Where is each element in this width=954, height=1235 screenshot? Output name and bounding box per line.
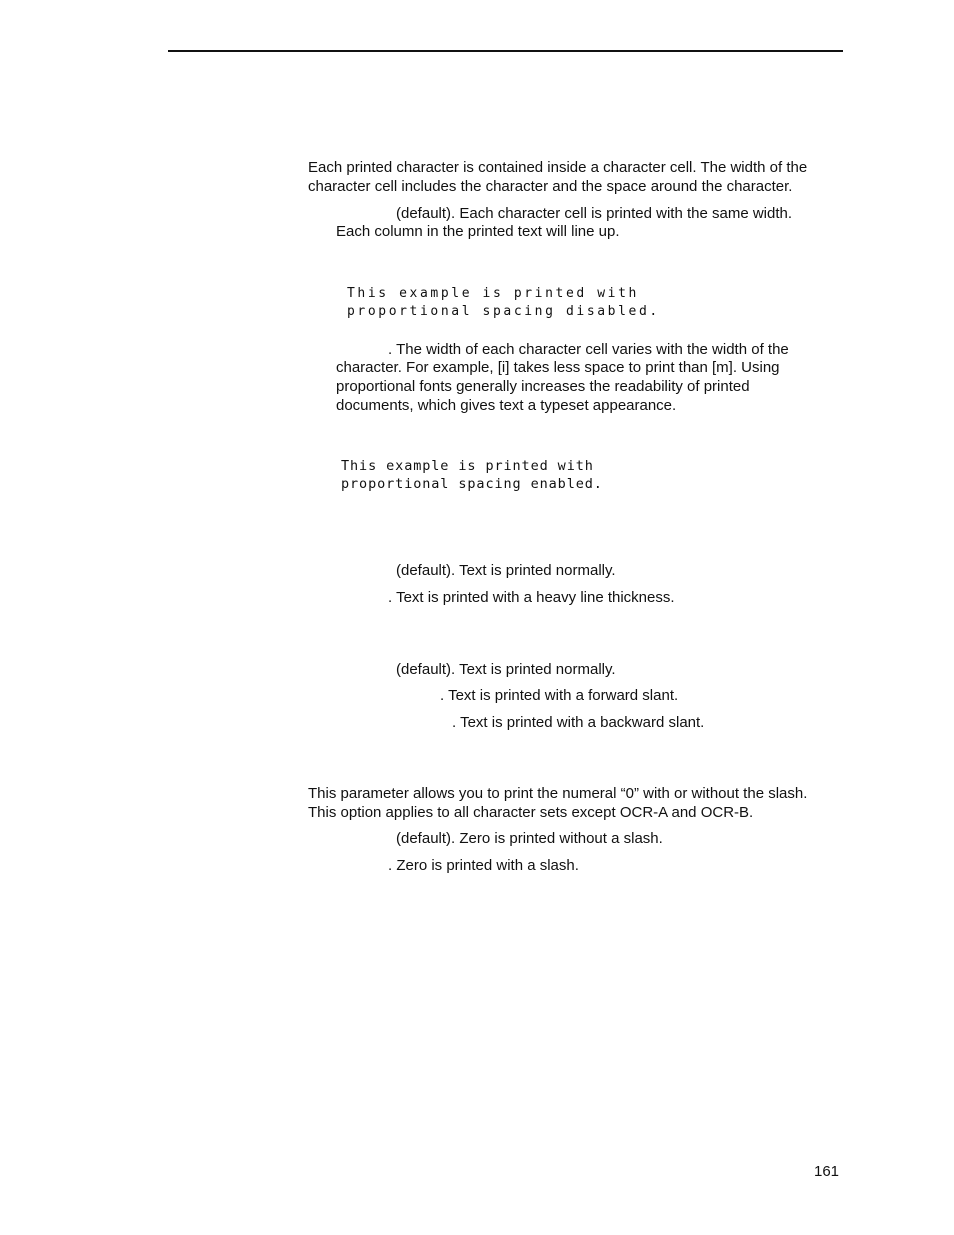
sample-proportional-enabled (341, 457, 603, 493)
sample-disabled-line-1: This example is printed with (347, 286, 639, 301)
italic-forward-desc: . Text is printed with a forward slant. (440, 687, 679, 704)
proportional-disable-desc-2: Each column in the printed text will line up. (336, 223, 620, 240)
slashed-zero-disable-desc: (default). Zero is printed without a slash. (396, 830, 663, 847)
intro-line-1: Each printed character is contained inside a character cell. The width of the (308, 159, 808, 176)
bold-disable-desc: (default). Text is printed normally. (396, 562, 616, 579)
sample-enabled-line-1: This example is printed with (341, 458, 594, 474)
proportional-enable-desc-1: . The width of each character cell varies with the width of the (388, 341, 789, 358)
proportional-enable-desc-2: character. For example, [i] takes less space to print than [m]. Using (336, 359, 780, 376)
page-number: 161 (814, 1163, 840, 1180)
proportional-enable-desc-4: documents, which gives text a typeset appearance. (336, 397, 677, 414)
bold-enable-desc: . Text is printed with a heavy line thickness. (388, 589, 675, 606)
header-rule (168, 50, 843, 52)
sample-enabled-line-2: proportional spacing enabled. (341, 476, 603, 492)
intro-line-2: character cell includes the character and the space around the character. (308, 178, 793, 195)
slashed-zero-enable-desc: . Zero is printed with a slash. (388, 857, 579, 874)
sample-disabled-line-2: proportional spacing disabled. (347, 304, 660, 319)
italic-backward-desc: . Text is printed with a backward slant. (452, 714, 705, 731)
proportional-enable-desc-3: proportional fonts generally increases the readability of printed (336, 378, 750, 395)
proportional-disable-desc-1: (default). Each character cell is printed with the same width. (396, 205, 793, 222)
sample-proportional-disabled (347, 285, 660, 321)
slashed-zero-desc-1: This parameter allows you to print the numeral “0” with or without the slash. (308, 785, 808, 802)
slashed-zero-desc-2: This option applies to all character sets except OCR-A and OCR-B. (308, 804, 754, 821)
italic-disable-desc: (default). Text is printed normally. (396, 661, 616, 678)
